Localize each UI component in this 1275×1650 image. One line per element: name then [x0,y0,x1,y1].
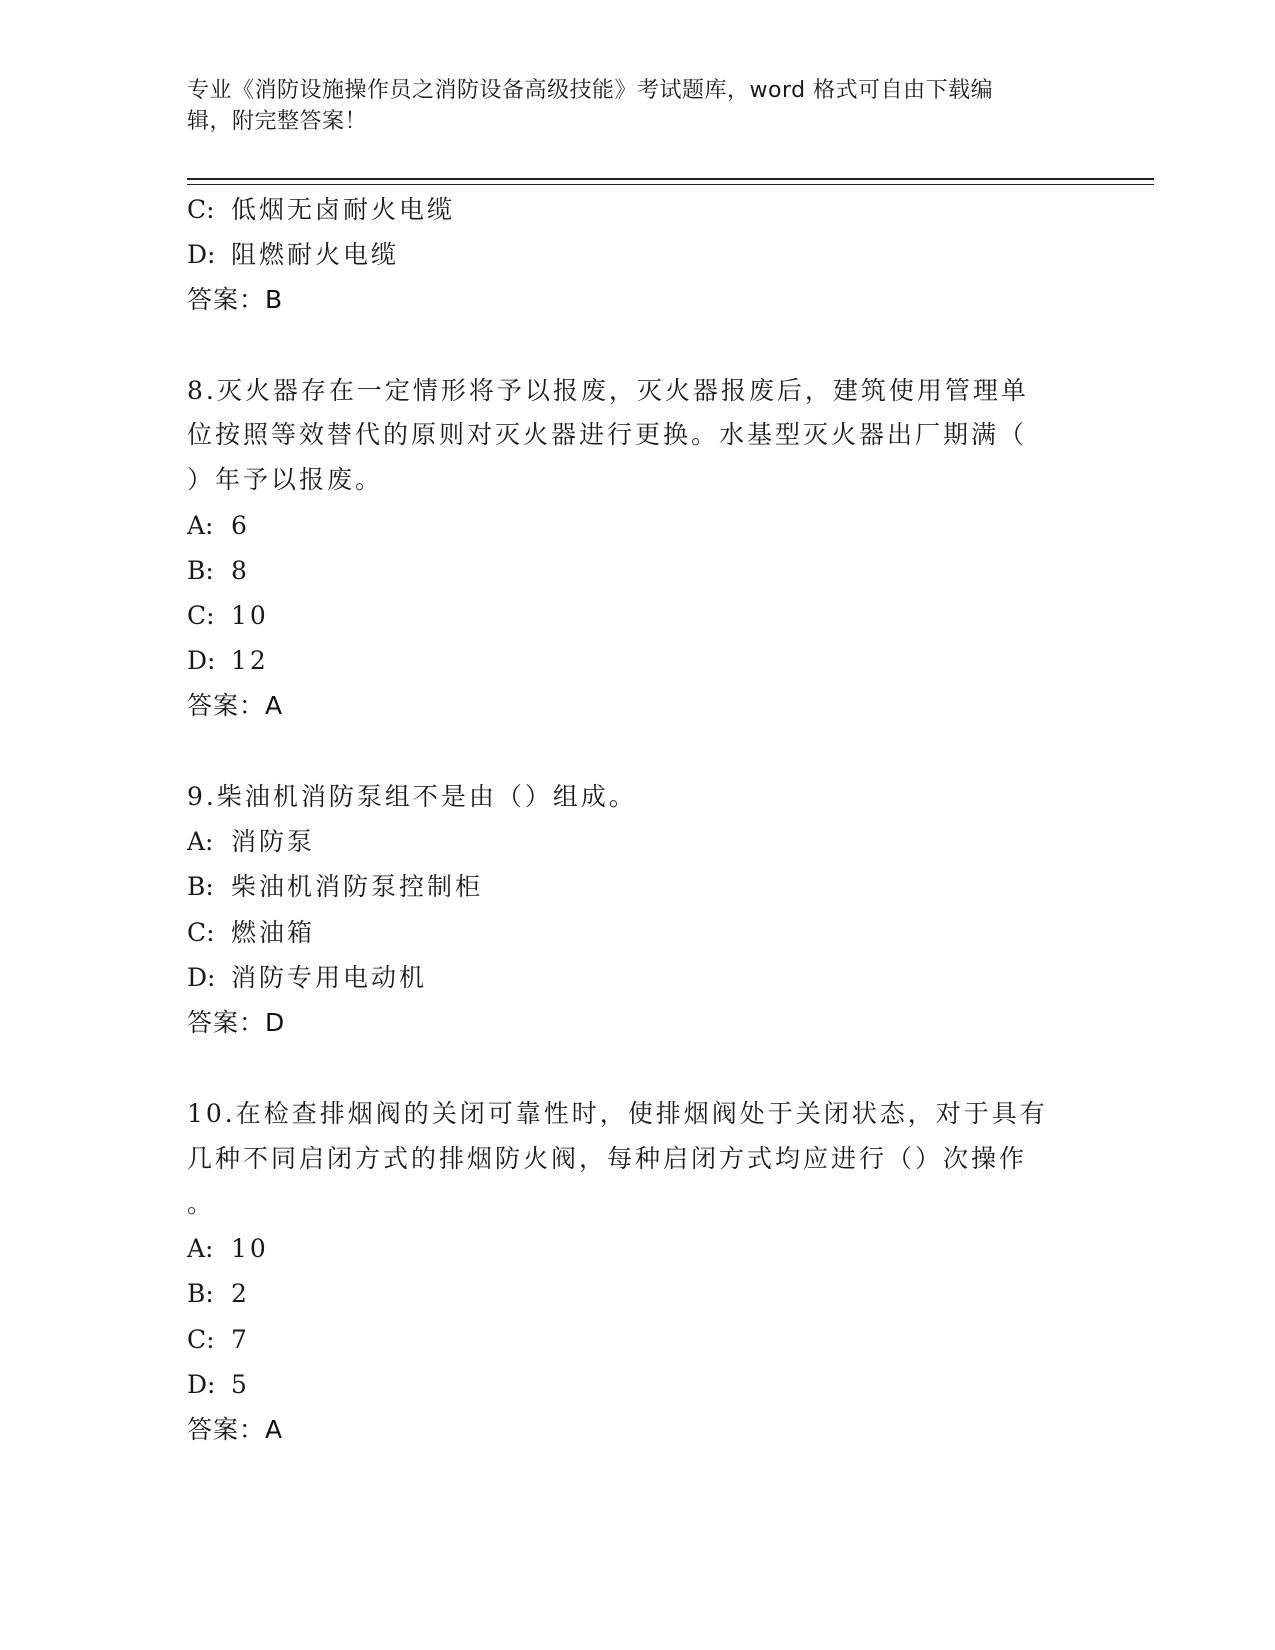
q10-answer: 答案：A [187,1415,284,1444]
q9-option-d: D: 消防专用电动机 [187,963,428,992]
q10-option-c: C: 7 [187,1325,250,1354]
q10-option-b: B: 2 [187,1279,250,1308]
header-text-line-1: 专业《消防设施操作员之消防设备高级技能》考试题库，word 格式可自由下载编 [187,78,994,103]
q8-question-line-3: ）年予以报废。 [187,465,384,494]
q8-answer: 答案：A [187,691,284,720]
header-divider-thin [187,184,1154,185]
q7-option-d: D: 阻燃耐火电缆 [187,240,400,269]
q9-question-line-1: 9.柴油机消防泵组不是由（）组成。 [187,782,637,811]
q9-option-a: A: 消防泵 [187,827,316,856]
q9-option-c: C: 燃油箱 [187,918,316,947]
header-text-line-2: 辑，附完整答案！ [187,109,368,134]
q8-option-b: B: 8 [187,556,250,585]
q8-option-c: C: 10 [187,601,269,630]
q10-question-line-2: 几种不同启闭方式的排烟防火阀，每种启闭方式均应进行（）次操作 [187,1144,1028,1173]
q10-option-d: D: 5 [187,1370,250,1399]
q8-option-a: A: 6 [187,511,250,540]
q9-answer: 答案：D [187,1008,286,1037]
q8-option-d: D: 12 [187,646,269,675]
header-divider-thick [187,178,1154,180]
q7-option-c: C: 低烟无卤耐火电缆 [187,195,456,224]
q8-question-line-2: 位按照等效替代的原则对灭火器进行更换。水基型灭火器出厂期满（ [187,420,1028,449]
q8-question-line-1: 8.灭火器存在一定情形将予以报废，灭火器报废后，建筑使用管理单 [187,376,1029,405]
q7-answer: 答案：B [187,285,284,314]
q10-question-line-1: 10.在检查排烟阀的关闭可靠性时，使排烟阀处于关闭状态，对于具有 [187,1099,1048,1128]
q10-option-a: A: 10 [187,1234,269,1263]
q10-question-line-3: 。 [187,1189,216,1218]
q9-option-b: B: 柴油机消防泵控制柜 [187,872,484,901]
